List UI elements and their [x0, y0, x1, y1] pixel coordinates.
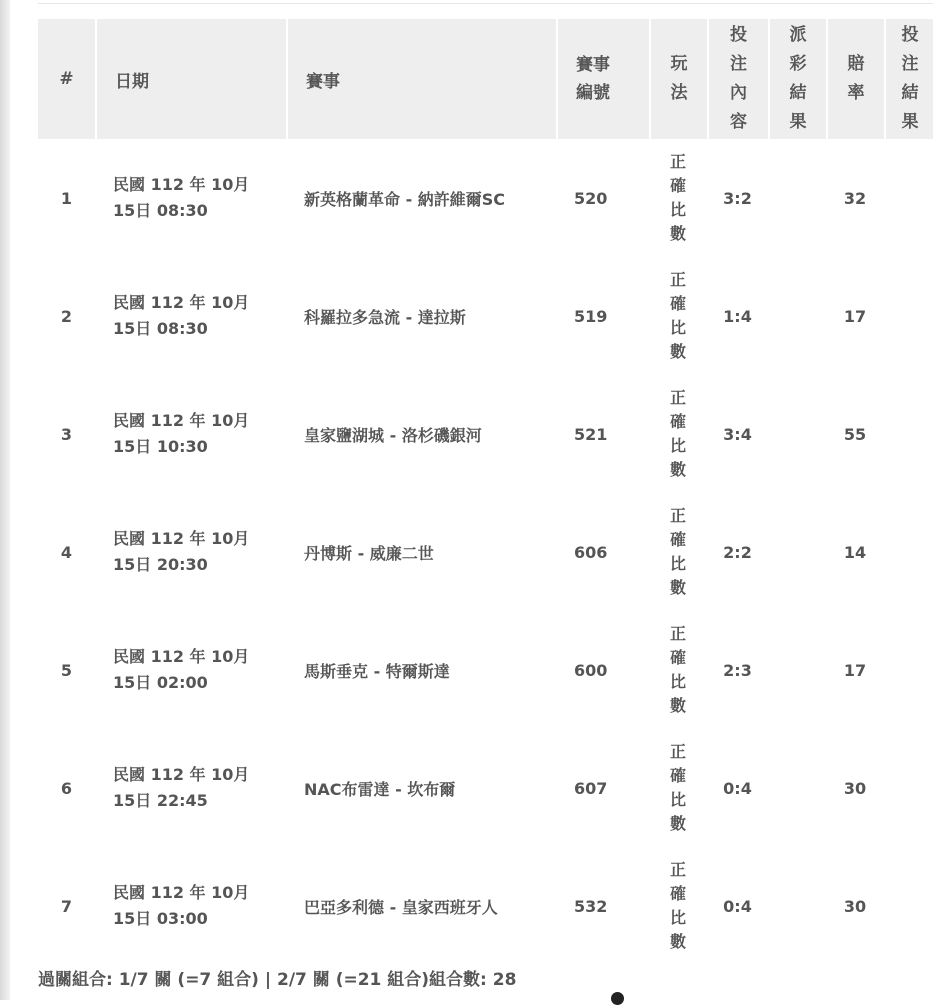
row-match: [286, 847, 556, 965]
play-char: 比: [669, 318, 686, 337]
row-play-type-text: [649, 740, 707, 836]
header-char: 率: [847, 83, 865, 103]
row-odds: 30: [843, 778, 867, 798]
header-match-no: [556, 19, 649, 139]
row-odds: 17: [843, 660, 867, 680]
scroll-indicator-dot: [611, 992, 624, 1005]
row-date-line1: 民國 112 年 10月: [113, 175, 250, 194]
row-play-type-text: [649, 858, 707, 954]
row-bet-content: 2:3: [723, 660, 752, 680]
row-index: 3: [60, 424, 73, 444]
row-payout-result: [768, 847, 826, 965]
play-char: 確: [669, 884, 686, 903]
row-match-no: [556, 257, 649, 375]
row-date-line2: 15日 08:30: [113, 201, 208, 220]
row-play-type-text: [649, 268, 707, 364]
row-match-no-text: 606: [574, 542, 608, 562]
row-match-no-text: 532: [574, 896, 608, 916]
header-payout-result: [768, 19, 826, 139]
row-bet-result: [884, 729, 933, 847]
row-date: [95, 257, 286, 375]
row-match-text: 新英格蘭革命 - 納許維爾SC: [304, 189, 506, 209]
row-match: [286, 375, 556, 493]
play-char: 比: [669, 554, 686, 573]
play-char: 數: [669, 814, 686, 833]
header-char: 賠: [847, 54, 865, 74]
row-payout-result: [768, 729, 826, 847]
row-match-no: [556, 139, 649, 257]
row-match-text: 科羅拉多急流 - 達拉斯: [304, 307, 466, 327]
row-match-no-text: 607: [574, 778, 608, 798]
row-play-type: [649, 139, 707, 257]
row-payout-result: [768, 139, 826, 257]
play-char: 確: [669, 294, 686, 313]
row-date-line1: 民國 112 年 10月: [113, 765, 250, 784]
row-date-text: [95, 408, 286, 460]
row-index: 6: [60, 778, 73, 798]
header-char: 派: [789, 25, 807, 45]
header-char: 果: [901, 112, 919, 132]
row-match: [286, 257, 556, 375]
row-match-text: 馬斯垂克 - 特爾斯達: [304, 661, 450, 681]
header-bet-result: [884, 19, 933, 139]
bet-slip-table: [38, 19, 933, 965]
row-match-no: [556, 611, 649, 729]
row-play-type-text: [649, 504, 707, 600]
row-date-line1: 民國 112 年 10月: [113, 411, 250, 430]
header-match-label: 賽事: [306, 71, 340, 92]
play-char: 確: [669, 648, 686, 667]
row-bet-result: [884, 375, 933, 493]
header-index-label: #: [59, 69, 74, 89]
row-bet-result: [884, 257, 933, 375]
header-odds-label: [828, 50, 884, 108]
header-match: [286, 19, 556, 139]
play-char: 確: [669, 176, 686, 195]
play-char: 確: [669, 530, 686, 549]
row-match: [286, 729, 556, 847]
play-char: 正: [669, 506, 686, 525]
row-date-line2: 15日 10:30: [113, 437, 208, 456]
row-play-type: [649, 375, 707, 493]
play-char: 正: [669, 388, 686, 407]
table-row: [38, 257, 933, 375]
row-match-no-text: 521: [574, 424, 608, 444]
row-date-line2: 15日 22:45: [113, 791, 208, 810]
table-row: [38, 139, 933, 257]
header-char: 注: [730, 54, 747, 74]
row-match-text: 丹博斯 - 威廉二世: [304, 543, 434, 563]
row-date: [95, 493, 286, 611]
table-row: [38, 729, 933, 847]
table-row: [38, 375, 933, 493]
row-date: [95, 611, 286, 729]
play-char: 確: [669, 412, 686, 431]
row-bet-content: 3:2: [723, 188, 752, 208]
row-match-no: [556, 493, 649, 611]
row-bet-content: 1:4: [723, 306, 752, 326]
row-bet-result: [884, 493, 933, 611]
table-row: [38, 611, 933, 729]
header-bet-content-label: [709, 21, 768, 137]
row-payout-result: [768, 257, 826, 375]
header-char: 法: [670, 83, 688, 103]
play-char: 正: [669, 860, 686, 879]
row-odds: 30: [843, 896, 867, 916]
left-scroll-rail: [0, 0, 10, 1000]
header-char: 彩: [789, 54, 807, 74]
row-play-type: [649, 847, 707, 965]
row-date: [95, 375, 286, 493]
row-bet-result: [884, 611, 933, 729]
row-play-type-text: [649, 150, 707, 246]
row-date-text: [95, 762, 286, 814]
header-char: 內: [730, 83, 747, 103]
row-date-text: [95, 290, 286, 342]
row-match-no: [556, 375, 649, 493]
row-odds: 32: [843, 188, 867, 208]
row-bet-content: 3:4: [723, 424, 752, 444]
table-row: [38, 493, 933, 611]
table-row: [38, 847, 933, 965]
row-match-text: 巴亞多利德 - 皇家西班牙人: [304, 897, 498, 917]
row-match-no: [556, 847, 649, 965]
row-match: [286, 139, 556, 257]
row-play-type: [649, 611, 707, 729]
row-date-text: [95, 644, 286, 696]
row-play-type: [649, 493, 707, 611]
row-date-text: [95, 880, 286, 932]
header-payout-result-label: [770, 21, 826, 137]
row-bet-result: [884, 847, 933, 965]
row-index: 4: [60, 542, 73, 562]
header-char: 結: [789, 83, 807, 103]
row-date: [95, 729, 286, 847]
header-date-label: 日期: [115, 71, 149, 92]
row-payout-result: [768, 375, 826, 493]
row-date-line1: 民國 112 年 10月: [113, 883, 250, 902]
row-payout-result: [768, 611, 826, 729]
row-odds: 17: [843, 306, 867, 326]
header-char: 容: [730, 112, 747, 132]
row-play-type-text: [649, 622, 707, 718]
table-header: [38, 19, 933, 139]
row-date: [95, 139, 286, 257]
play-char: 比: [669, 672, 686, 691]
row-match-no-text: 520: [574, 188, 608, 208]
row-index: 7: [60, 896, 73, 916]
row-match-text: 皇家鹽湖城 - 洛杉磯銀河: [304, 425, 482, 445]
row-match: [286, 493, 556, 611]
row-odds: 55: [843, 424, 867, 444]
header-odds: [826, 19, 884, 139]
header-char: 投: [730, 25, 747, 45]
header-char: 果: [789, 112, 807, 132]
play-char: 數: [669, 224, 686, 243]
header-char: 注: [901, 54, 919, 74]
row-date-line2: 15日 20:30: [113, 555, 208, 574]
play-char: 數: [669, 578, 686, 597]
play-char: 正: [669, 742, 686, 761]
row-bet-content: 0:4: [723, 778, 752, 798]
play-char: 比: [669, 436, 686, 455]
row-bet-result: [884, 139, 933, 257]
row-play-type: [649, 257, 707, 375]
header-char: 玩: [670, 54, 688, 74]
header-date: [95, 19, 286, 139]
row-play-type: [649, 729, 707, 847]
header-match-no-line: 賽事: [576, 55, 610, 75]
header-index: [38, 19, 95, 139]
play-char: 比: [669, 790, 686, 809]
row-index: 1: [60, 188, 73, 208]
row-match-text: NAC布雷達 - 坎布爾: [304, 779, 456, 799]
table-body: [38, 139, 933, 965]
play-char: 確: [669, 766, 686, 785]
play-char: 正: [669, 152, 686, 171]
row-index: 2: [60, 306, 73, 326]
header-match-no-line: 編號: [576, 83, 610, 103]
parlay-summary: 過關組合: 1/7 關 (=7 組合) | 2/7 關 (=21 組合)組合數: 28: [38, 970, 517, 990]
play-char: 數: [669, 932, 686, 951]
row-date-text: [95, 172, 286, 224]
row-date-line1: 民國 112 年 10月: [113, 529, 250, 548]
row-play-type-text: [649, 386, 707, 482]
header-bet-result-label: [886, 21, 933, 137]
row-date-line1: 民國 112 年 10月: [113, 293, 250, 312]
row-match-no: [556, 729, 649, 847]
play-char: 正: [669, 270, 686, 289]
header-char: 投: [901, 25, 919, 45]
row-bet-content: 0:4: [723, 896, 752, 916]
row-date: [95, 847, 286, 965]
header-row: [38, 19, 933, 139]
row-date-line2: 15日 03:00: [113, 909, 208, 928]
header-play-type: [649, 19, 707, 139]
header-match-no-label: [558, 51, 649, 107]
header-bet-content: [707, 19, 768, 139]
header-char: 結: [901, 83, 919, 103]
row-match-no-text: 600: [574, 660, 608, 680]
header-play-type-label: [651, 50, 707, 108]
row-date-line2: 15日 08:30: [113, 319, 208, 338]
row-payout-result: [768, 493, 826, 611]
row-date-text: [95, 526, 286, 578]
play-char: 比: [669, 908, 686, 927]
row-date-line1: 民國 112 年 10月: [113, 647, 250, 666]
row-match: [286, 611, 556, 729]
row-bet-content: 2:2: [723, 542, 752, 562]
row-match-no-text: 519: [574, 306, 608, 326]
top-divider: [38, 3, 933, 4]
play-char: 正: [669, 624, 686, 643]
play-char: 數: [669, 342, 686, 361]
row-odds: 14: [843, 542, 867, 562]
play-char: 比: [669, 200, 686, 219]
play-char: 數: [669, 696, 686, 715]
play-char: 數: [669, 460, 686, 479]
row-index: 5: [60, 660, 73, 680]
row-date-line2: 15日 02:00: [113, 673, 208, 692]
